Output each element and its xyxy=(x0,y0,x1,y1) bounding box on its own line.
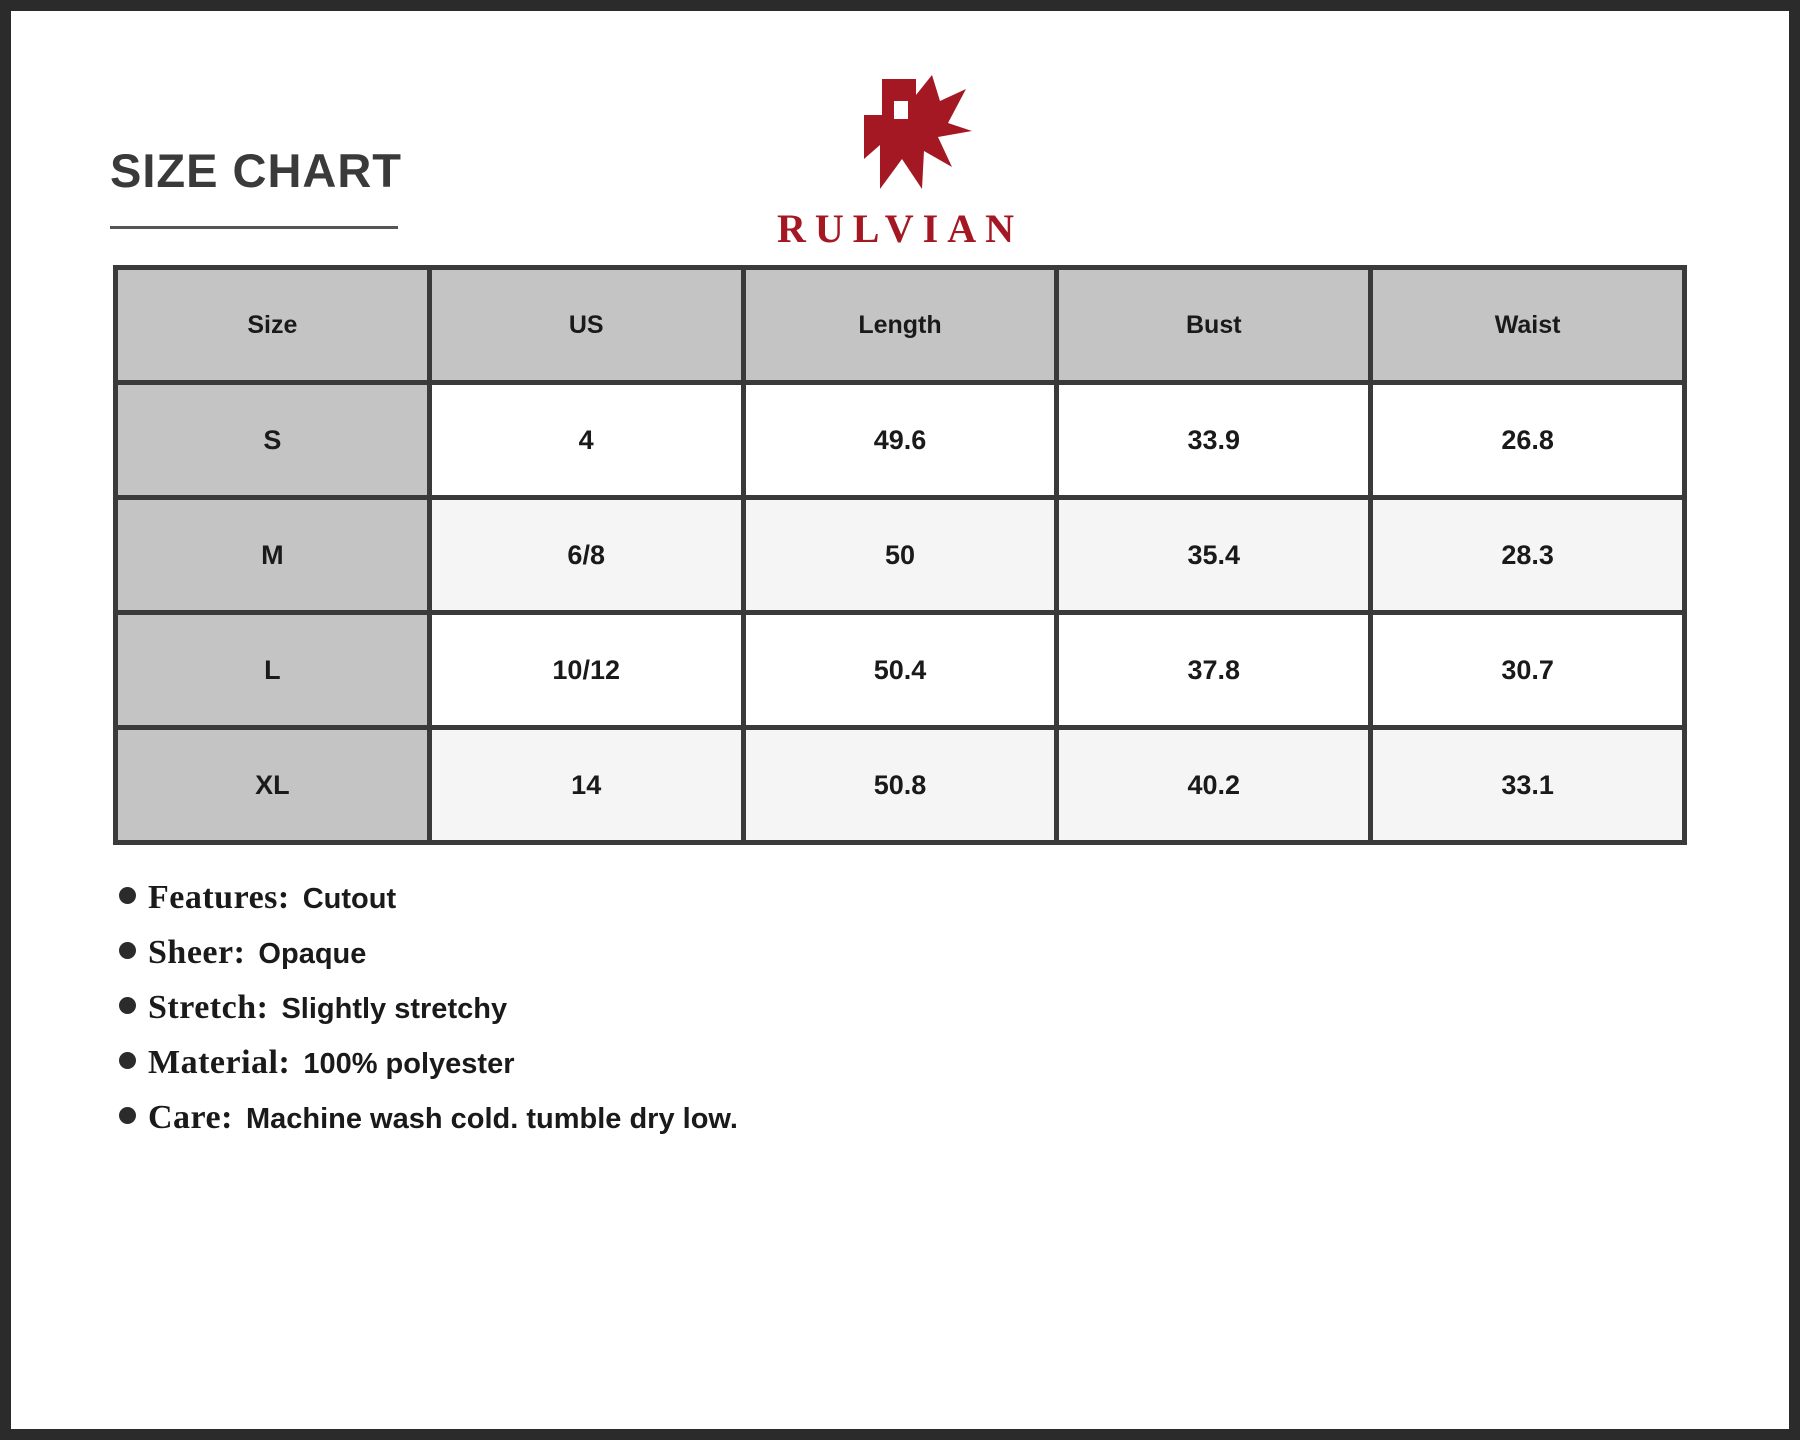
detail-value: 100% polyester xyxy=(303,1048,515,1080)
detail-value: Cutout xyxy=(302,883,397,915)
detail-label: Material: xyxy=(148,1044,291,1081)
table-row xyxy=(118,500,1682,610)
detail-value: Slightly stretchy xyxy=(281,993,508,1025)
brand-block xyxy=(777,71,1023,252)
list-item xyxy=(119,1099,1727,1137)
table-header-row xyxy=(118,270,1682,380)
rulvian-r-logo-icon xyxy=(777,71,1023,201)
table-row xyxy=(118,385,1682,495)
product-details-list xyxy=(73,879,1727,1137)
cell-bust: 35.4 xyxy=(1059,500,1368,610)
detail-value: Machine wash cold. tumble dry low. xyxy=(245,1103,738,1135)
page-title: SIZE CHART xyxy=(110,144,402,197)
brand-name: RULVIAN xyxy=(776,206,1024,251)
column-header-length: Length xyxy=(746,270,1055,380)
cell-length: 49.6 xyxy=(746,385,1055,495)
cell-us: 6/8 xyxy=(432,500,741,610)
list-item xyxy=(119,879,1727,917)
cell-length: 50.8 xyxy=(746,730,1055,840)
cell-bust: 37.8 xyxy=(1059,615,1368,725)
cell-size: S xyxy=(118,385,427,495)
cell-bust: 40.2 xyxy=(1059,730,1368,840)
cell-waist: 28.3 xyxy=(1373,500,1682,610)
cell-bust: 33.9 xyxy=(1059,385,1368,495)
cell-length: 50.4 xyxy=(746,615,1055,725)
bullet-icon xyxy=(119,942,136,959)
column-header-waist: Waist xyxy=(1373,270,1682,380)
column-header-bust: Bust xyxy=(1059,270,1368,380)
column-header-us: US xyxy=(432,270,741,380)
cell-us: 10/12 xyxy=(432,615,741,725)
cell-length: 50 xyxy=(746,500,1055,610)
table-row xyxy=(118,615,1682,725)
cell-waist: 33.1 xyxy=(1373,730,1682,840)
column-header-size: Size xyxy=(118,270,427,380)
bullet-icon xyxy=(119,1052,136,1069)
cell-us: 4 xyxy=(432,385,741,495)
detail-label: Stretch: xyxy=(148,989,269,1026)
cell-us: 14 xyxy=(432,730,741,840)
cell-waist: 26.8 xyxy=(1373,385,1682,495)
detail-label: Features: xyxy=(148,879,290,916)
cell-size: L xyxy=(118,615,427,725)
title-block xyxy=(110,144,402,229)
detail-value: Opaque xyxy=(258,938,367,970)
size-table xyxy=(113,265,1687,845)
detail-label: Sheer: xyxy=(148,934,246,971)
bullet-icon xyxy=(119,1107,136,1124)
size-table-container xyxy=(73,265,1727,845)
bullet-icon xyxy=(119,887,136,904)
bullet-icon xyxy=(119,997,136,1014)
document-header xyxy=(73,49,1727,259)
list-item xyxy=(119,989,1727,1027)
list-item xyxy=(119,934,1727,972)
detail-label: Care: xyxy=(148,1099,233,1136)
list-item xyxy=(119,1044,1727,1082)
cell-waist: 30.7 xyxy=(1373,615,1682,725)
table-row xyxy=(118,730,1682,840)
cell-size: M xyxy=(118,500,427,610)
title-underline xyxy=(110,226,398,229)
cell-size: XL xyxy=(118,730,427,840)
